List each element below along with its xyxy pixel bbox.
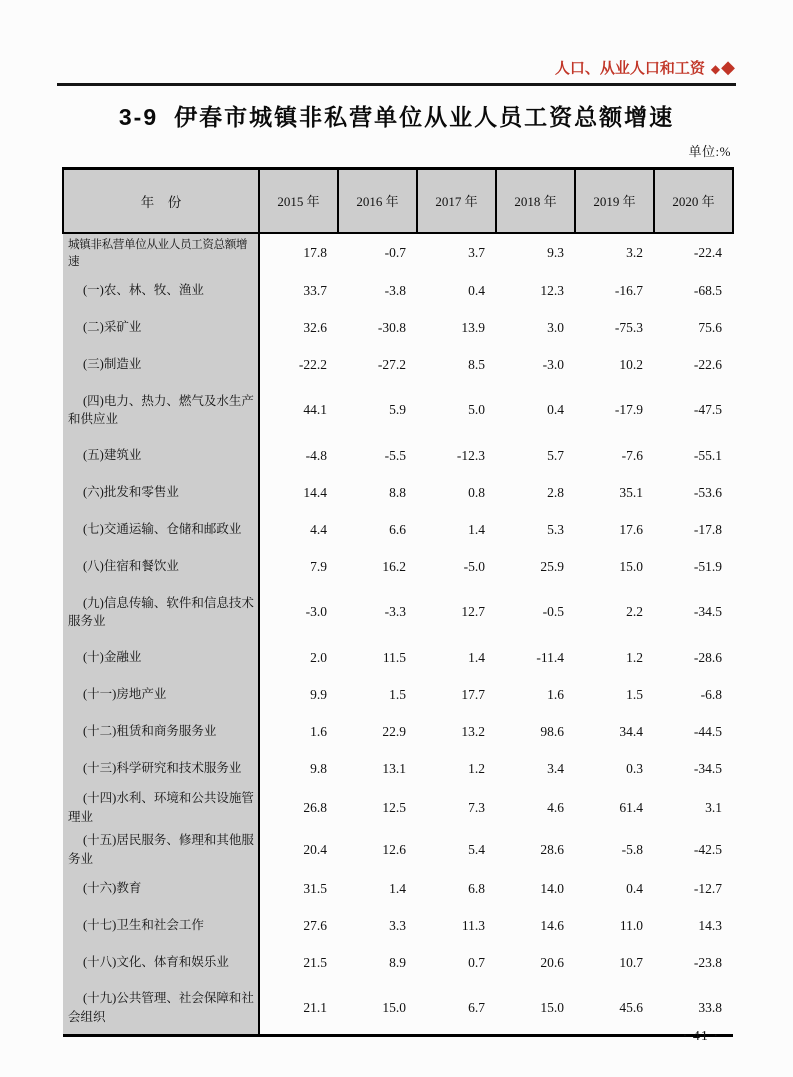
value-cell: 3.7 [468,244,485,260]
table-row [63,981,733,1035]
value-cell: 25.9 [540,558,564,574]
value-cell: 0.4 [468,282,485,298]
row-label-cell [63,548,259,585]
value-cell: 0.8 [468,484,485,500]
value-cell: 11.0 [619,917,643,933]
row-label: (十三)科学研究和技术服务业 [83,761,242,776]
value-cell: 9.8 [310,760,327,776]
value-cell: 8.8 [389,484,406,500]
value-cell: -11.4 [536,649,564,665]
value-cell: 26.8 [303,800,327,816]
row-label-cell [63,474,259,511]
value-cell: 1.2 [626,649,643,665]
row-label: (七)交通运输、仓储和邮政业 [83,522,242,537]
value-cell: 10.7 [619,954,643,970]
value-cell: -53.6 [693,484,722,500]
value-cell: -5.5 [384,447,406,463]
row-label-cell [63,346,259,383]
value-cell: 0.4 [626,880,643,896]
table-row [63,272,733,309]
value-cell: 5.0 [468,402,485,418]
value-cell: 11.3 [461,917,485,933]
row-label-cell [63,870,259,907]
value-cell: 4.6 [547,800,564,816]
value-cell: 1.4 [468,649,485,665]
running-head [555,57,735,80]
row-label: (八)住宿和餐饮业 [83,559,179,574]
year-corner-header: 年 份 [63,169,259,233]
value-cell: 14.0 [540,880,564,896]
value-cell: 44.1 [303,402,327,418]
value-cell: -51.9 [693,558,722,574]
value-cell: 2.8 [547,484,564,500]
value-cell: 98.6 [540,723,564,739]
value-cell: 3.3 [389,917,406,933]
value-cell: 0.7 [468,954,485,970]
value-cell: 14.4 [303,484,327,500]
row-label: (十八)文化、体育和娱乐业 [83,955,229,970]
table-row [63,233,733,273]
row-label-cell [63,511,259,548]
value-cell: -0.5 [542,604,564,620]
value-cell: 3.0 [547,319,564,335]
value-cell: -22.2 [298,356,327,372]
value-cell: -27.2 [377,356,406,372]
row-label-cell [63,233,259,273]
value-cell: 1.5 [389,686,406,702]
row-label-cell [63,829,259,871]
year-header: 2015 年 [259,169,338,233]
row-label: 城镇非私营单位从业人员工资总额增速 [68,237,248,268]
row-label-cell [63,787,259,829]
value-cell: 5.7 [547,447,564,463]
value-cell: 17.6 [619,521,643,537]
value-cell: 0.3 [626,760,643,776]
row-label-cell [63,585,259,639]
table-header-row [63,169,733,233]
value-cell: 11.5 [382,649,406,665]
year-header: 2016 年 [338,169,417,233]
row-label: (十)金融业 [83,650,142,665]
value-cell: 0.4 [547,402,564,418]
row-label-cell [63,981,259,1035]
value-cell: -17.8 [693,521,722,537]
value-cell: 13.9 [461,319,485,335]
value-cell: 6.6 [389,521,406,537]
value-cell: 7.3 [468,800,485,816]
page-number: · 41 · [682,1029,719,1044]
row-label-cell [63,750,259,787]
value-cell: -34.5 [693,604,722,620]
value-cell: 12.5 [382,800,406,816]
row-label: (十九)公共管理、社会保障和社会组织 [68,990,254,1024]
row-label-cell [63,676,259,713]
value-cell: 14.6 [540,917,564,933]
value-cell: 13.1 [382,760,406,776]
row-label: (十六)教育 [83,881,142,896]
table-row [63,829,733,871]
value-cell: -68.5 [693,282,722,298]
value-cell: 9.9 [310,686,327,702]
row-label: (一)农、林、牧、渔业 [83,283,204,298]
value-cell: 12.6 [382,841,406,857]
year-header: 2019 年 [575,169,654,233]
table-row [63,787,733,829]
value-cell: 15.0 [382,999,406,1015]
value-cell: 20.4 [303,841,327,857]
value-cell: 61.4 [619,800,643,816]
table-row [63,907,733,944]
row-label-cell [63,272,259,309]
value-cell: 34.4 [619,723,643,739]
value-cell: 3.2 [626,244,643,260]
table-row [63,750,733,787]
row-label-cell [63,907,259,944]
row-label-cell [63,437,259,474]
value-cell: -3.8 [384,282,406,298]
diamond-icon-large: ◆ [721,57,735,78]
value-cell: 12.3 [540,282,564,298]
value-cell: 1.4 [468,521,485,537]
value-cell: 16.2 [382,558,406,574]
row-label: (五)建筑业 [83,448,142,463]
value-cell: -44.5 [693,723,722,739]
value-cell: -28.6 [693,649,722,665]
value-cell: 2.2 [626,604,643,620]
value-cell: 17.8 [303,244,327,260]
table-row [63,639,733,676]
value-cell: 9.3 [547,244,564,260]
value-cell: 75.6 [698,319,722,335]
header-rule [57,83,736,86]
value-cell: 5.4 [468,841,485,857]
table-row [63,676,733,713]
value-cell: 13.2 [461,723,485,739]
value-cell: 6.7 [468,999,485,1015]
row-label: (四)电力、热力、燃气及水生产和供应业 [68,393,254,427]
value-cell: 12.7 [461,604,485,620]
row-label: (十二)租赁和商务服务业 [83,724,217,739]
value-cell: 22.9 [382,723,406,739]
row-label: (二)采矿业 [83,320,142,335]
value-cell: 8.9 [389,954,406,970]
value-cell: 1.6 [310,723,327,739]
value-cell: 14.3 [698,917,722,933]
value-cell: 6.8 [468,880,485,896]
year-header: 2018 年 [496,169,575,233]
value-cell: -42.5 [693,841,722,857]
unit-label: 单位:% [688,144,731,159]
value-cell: 10.2 [619,356,643,372]
row-label: (六)批发和零售业 [83,485,179,500]
value-cell: -22.6 [693,356,722,372]
value-cell: -12.3 [456,447,485,463]
wage-growth-table [62,167,734,1037]
value-cell: -7.6 [621,447,643,463]
table-row [63,870,733,907]
value-cell: 1.6 [547,686,564,702]
row-label: (三)制造业 [83,357,142,372]
value-cell: 4.4 [310,521,327,537]
row-label-cell [63,309,259,346]
table-row [63,474,733,511]
value-cell: -23.8 [693,954,722,970]
value-cell: -0.7 [384,244,406,260]
value-cell: 5.9 [389,402,406,418]
value-cell: 45.6 [619,999,643,1015]
value-cell: -3.0 [305,604,327,620]
table-row [63,511,733,548]
value-cell: 15.0 [619,558,643,574]
value-cell: 1.5 [626,686,643,702]
value-cell: -16.7 [614,282,643,298]
value-cell: -75.3 [614,319,643,335]
table-row [63,309,733,346]
value-cell: 7.9 [310,558,327,574]
table-number: 3-9 [118,104,159,130]
table-row [63,944,733,981]
value-cell: 1.4 [389,880,406,896]
value-cell: -30.8 [377,319,406,335]
value-cell: 20.6 [540,954,564,970]
value-cell: -47.5 [693,402,722,418]
value-cell: 3.1 [705,800,722,816]
value-cell: 3.4 [547,760,564,776]
value-cell: -17.9 [614,402,643,418]
value-cell: 33.8 [698,999,722,1015]
value-cell: 2.0 [310,649,327,665]
value-cell: 1.2 [468,760,485,776]
value-cell: 33.7 [303,282,327,298]
value-cell: 27.6 [303,917,327,933]
row-label: (十七)卫生和社会工作 [83,918,204,933]
value-cell: 21.5 [303,954,327,970]
row-label: (十一)房地产业 [83,687,167,702]
value-cell: 35.1 [619,484,643,500]
page-title [0,99,793,132]
value-cell: -5.8 [621,841,643,857]
value-cell: 5.3 [547,521,564,537]
value-cell: 17.7 [461,686,485,702]
value-cell: -12.7 [693,880,722,896]
value-cell: 15.0 [540,999,564,1015]
diamond-icon-small: ◆ [710,62,721,76]
table-row [63,383,733,437]
row-label-cell [63,944,259,981]
section-breadcrumb: 人口、从业人口和工资 [554,60,705,77]
value-cell: -34.5 [693,760,722,776]
value-cell: -5.0 [463,558,485,574]
table-title-text: 伊春市城镇非私营单位从业人员工资总额增速 [174,104,675,130]
value-cell: -22.4 [693,244,722,260]
value-cell: 28.6 [540,841,564,857]
value-cell: 32.6 [303,319,327,335]
table-row [63,585,733,639]
row-label: (十五)居民服务、修理和其他服务业 [68,832,254,866]
table-row [63,713,733,750]
year-header: 2017 年 [417,169,496,233]
row-label: (十四)水利、环境和公共设施管理业 [68,791,254,825]
value-cell: -55.1 [693,447,722,463]
row-label-cell [63,713,259,750]
value-cell: -3.3 [384,604,406,620]
value-cell: -3.0 [542,356,564,372]
value-cell: -4.8 [305,447,327,463]
value-cell: 31.5 [303,880,327,896]
year-header: 2020 年 [654,169,733,233]
row-label-cell [63,383,259,437]
table-row [63,346,733,383]
table-row [63,548,733,585]
table-row [63,437,733,474]
row-label-cell [63,639,259,676]
value-cell: -6.8 [700,686,722,702]
value-cell: 21.1 [303,999,327,1015]
value-cell: 8.5 [468,356,485,372]
row-label: (九)信息传输、软件和信息技术服务业 [68,595,254,629]
